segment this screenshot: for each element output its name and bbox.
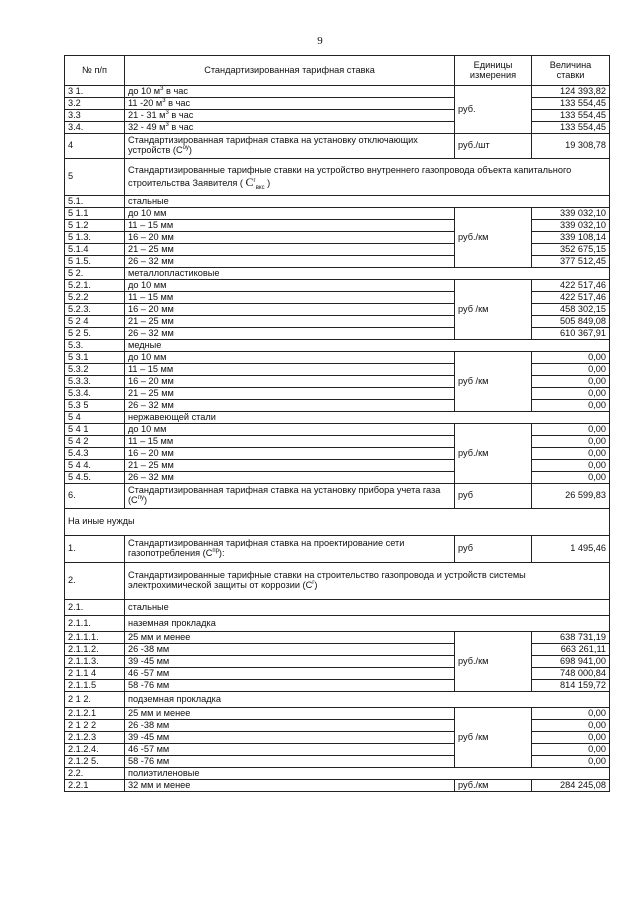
table-row: 3.4. 32 - 49 $м^3$ в час 133 554,45 xyxy=(65,122,610,134)
unit-cell: руб./км xyxy=(455,632,532,692)
table-row: 2.1.1. наземная прокладка xyxy=(65,616,610,632)
table-row: 5 2 4 21 – 25 мм 505 849,08 xyxy=(65,316,610,328)
table-row: 2.2. полиэтиленовые xyxy=(65,768,610,780)
table-row: 5 Стандартизированные тарифные ставки на устройство внутреннего газопровода объекта капитального строительства Заявителя ( $C^г_{вкс}$ ) xyxy=(65,159,610,196)
unit-cell: руб. xyxy=(455,86,532,134)
unit-cell: руб./км xyxy=(455,424,532,484)
table-row: 5 4 2 11 – 15 мм 0,00 xyxy=(65,436,610,448)
table-row: 2.2.1 32 мм и менее руб./км 284 245,08 xyxy=(65,780,610,792)
table-row: 2 1 2 2 26 -38 мм 0,00 xyxy=(65,720,610,732)
table-row: 2.1.1.5 58 -76 мм 814 159,72 xyxy=(65,680,610,692)
table-row: 2 1 2. подземная прокладка xyxy=(65,692,610,708)
table-row: 2.1.2 5. 58 -76 мм 0,00 xyxy=(65,756,610,768)
table-row: 1. Стандартизированная тарифная ставка на проектирование сети газопотребления $(С^{пр})$: руб 1 495,46 xyxy=(65,536,610,563)
page-number: 9 xyxy=(317,35,323,47)
table-row: 5.2.3. 16 – 20 мм 458 302,15 xyxy=(65,304,610,316)
table-row: 5.3. медные xyxy=(65,340,610,352)
table-row: 2.1. стальные xyxy=(65,600,610,616)
table-row: 3 1. до 10 $м^3$ в час руб. 124 393,82 xyxy=(65,86,610,98)
table-row: 5.2.1. до 10 мм руб /км 422 517,46 xyxy=(65,280,610,292)
table-row: 5 1.3. 16 – 20 мм 339 108,14 xyxy=(65,232,610,244)
table-row: 5.3 5 26 – 32 мм 0,00 xyxy=(65,400,610,412)
table-row: 5 4 4. 21 – 25 мм 0,00 xyxy=(65,460,610,472)
col-header-unit: Единицы измерения xyxy=(455,56,532,86)
table-row: 5 4 нержавеющей стали xyxy=(65,412,610,424)
table-row: 5.3.3. 16 – 20 мм 0,00 xyxy=(65,376,610,388)
table-row: 3.3 21 - 31 $м^3$ в час 133 554,45 xyxy=(65,110,610,122)
table-row: 5 2 5. 26 – 32 мм 610 367,91 xyxy=(65,328,610,340)
table-row: 5.2.2 11 – 15 мм 422 517,46 xyxy=(65,292,610,304)
table-row: 2.1.2.1 25 мм и менее руб /км 0,00 xyxy=(65,708,610,720)
table-row: 5 2. металлопластиковые xyxy=(65,268,610,280)
table-row: 5 1.1 до 10 мм руб./км 339 032,10 xyxy=(65,208,610,220)
table-row: 2. Стандартизированные тарифные ставки на строительство газопровода и устройств системы электрохимической защиты от коррозии $(С^г)$ xyxy=(65,563,610,600)
table-row: 5 1.2 11 – 15 мм 339 032,10 xyxy=(65,220,610,232)
table-row: 5.1.4 21 – 25 мм 352 675,15 xyxy=(65,244,610,256)
table-row: 2.1.1.1. 25 мм и менее руб./км 638 731,19 xyxy=(65,632,610,644)
col-header-num: № п/п xyxy=(65,56,125,86)
table-row: 5 1.5. 26 – 32 мм 377 512,45 xyxy=(65,256,610,268)
table-row: 5 4 1 до 10 мм руб./км 0,00 xyxy=(65,424,610,436)
table-row: 5 4.5. 26 – 32 мм 0,00 xyxy=(65,472,610,484)
table-row: 2.1.2.3 39 -45 мм 0,00 xyxy=(65,732,610,744)
table-row: 2.1.2.4. 46 -57 мм 0,00 xyxy=(65,744,610,756)
table-row: 2 1.1 4 46 -57 мм 748 000,84 xyxy=(65,668,610,680)
table-row: 6. Стандартизированная тарифная ставка на установку прибора учета газа $(С^{пу})$ руб 26 599,83 xyxy=(65,484,610,509)
unit-cell: руб /км xyxy=(455,708,532,768)
table-row: 3.2 11 -20 $м^3$ в час 133 554,45 xyxy=(65,98,610,110)
col-header-name: Стандартизированная тарифная ставка xyxy=(125,56,455,86)
table-row: 5.1. стальные xyxy=(65,196,610,208)
tariff-table xyxy=(64,55,610,792)
table-row: 5.3.2 11 – 15 мм 0,00 xyxy=(65,364,610,376)
table-row: 2.1.1.3. 39 -45 мм 698 941,00 xyxy=(65,656,610,668)
section-row: На иные нужды xyxy=(65,509,610,536)
table-row: 5 3.1 до 10 мм руб /км 0,00 xyxy=(65,352,610,364)
unit-cell: руб./км xyxy=(455,208,532,268)
unit-cell: руб /км xyxy=(455,352,532,412)
table-row: 5.4.3 16 – 20 мм 0,00 xyxy=(65,448,610,460)
unit-cell: руб /км xyxy=(455,280,532,340)
col-header-value: Величина ставки xyxy=(532,56,610,86)
table-header-row xyxy=(65,56,610,86)
table-row: 4 Стандартизированная тарифная ставка на установку отключающих устройств $(С^{оу})$ руб./шт 19 308,78 xyxy=(65,134,610,159)
table-row: 2.1.1.2. 26 -38 мм 663 261,11 xyxy=(65,644,610,656)
table-row: 5.3.4. 21 – 25 мм 0,00 xyxy=(65,388,610,400)
